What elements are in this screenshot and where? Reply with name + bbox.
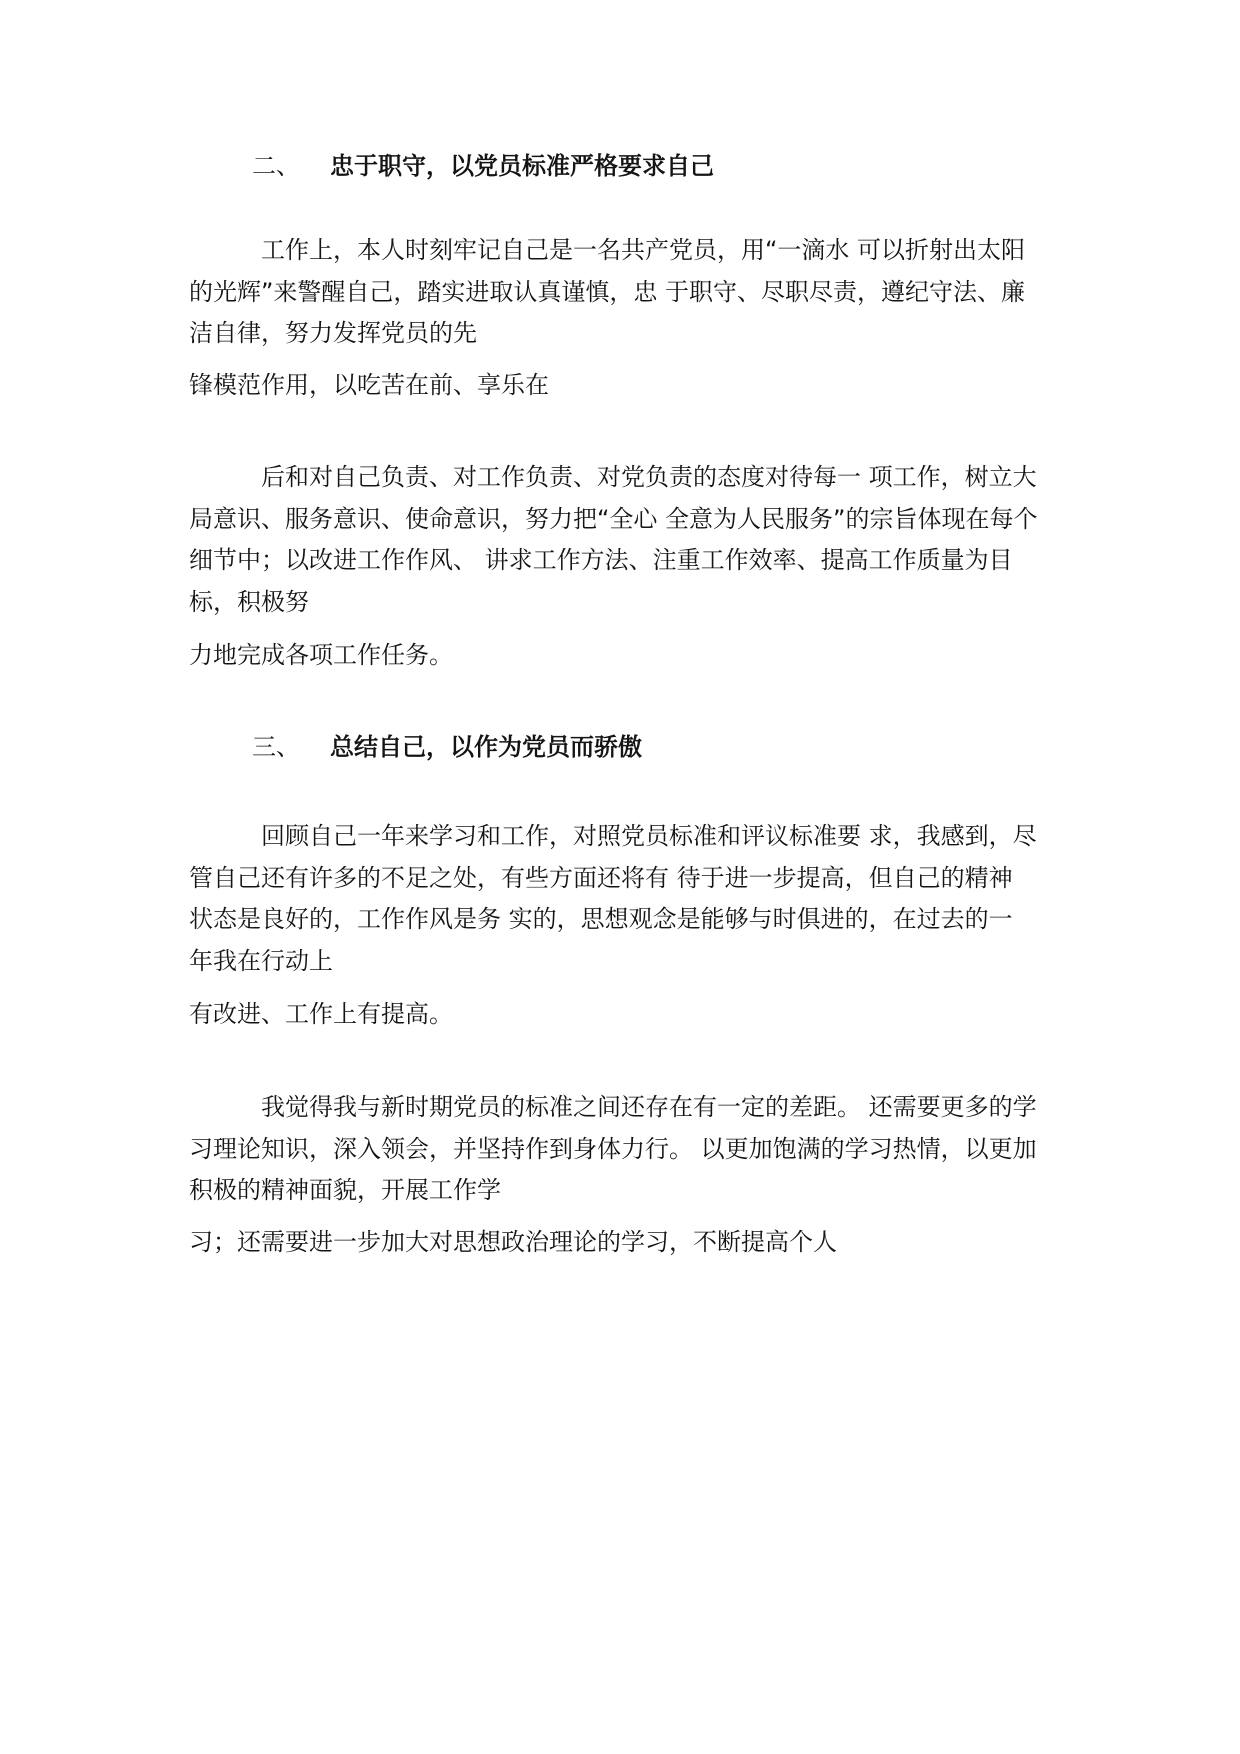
paragraph-gap: 我觉得我与新时期党员的标准之间还存在有一定的差距。 还需要更多的学 习理论知识，深入领会，并坚持作到身体力行。 以更加饱满的学习热情，以更加 积极的精神面貌，开展工作学 — [189, 1093, 1037, 1204]
paragraph-review: 回顾自己一年来学习和工作，对照党员标准和评议标准要 求，我感到，尽 管自己还有许多的不足之处，有些方面还将有 待于进一步提高，但自己的精神 状态是良好的，工作作风是务 实的，思想观念是能够与时俱进的，在过去的一 年我在行动上 — [189, 822, 1037, 975]
section-heading-3 — [252, 727, 642, 767]
section-title: 忠于职守，以党员标准严格要求自己 — [330, 152, 714, 180]
section-number: 三、 — [252, 733, 300, 761]
section-number: 二、 — [252, 152, 300, 180]
paragraph-work-continued: 锋模范作用，以吃苦在前、享乐在 — [189, 371, 549, 399]
paragraph-work: 工作上，本人时刻牢记自己是一名共产党员，用“一滴水 可以折射出太阳 的光辉”来警醒自己，踏实进取认真谨慎，忠 于职守、尽职尽责，遵纪守法、廉 洁自律，努力发挥党员的先 — [189, 236, 1026, 347]
section-title: 总结自己，以作为党员而骄傲 — [330, 733, 642, 761]
section-heading-2 — [252, 146, 714, 186]
paragraph-attitude: 后和对自己负责、对工作负责、对党负责的态度对待每一 项工作，树立大 局意识、服务意识、使命意识，努力把“全心 全意为人民服务”的宗旨体现在每个 细节中；以改进工作作风、 讲求工作方法、注重工作效率、提高工作质量为目 标，积极努 — [189, 463, 1038, 616]
paragraph-gap-continued: 习；还需要进一步加大对思想政治理论的学习，不断提高个人 — [189, 1228, 837, 1256]
paragraph-attitude-continued: 力地完成各项工作任务。 — [189, 641, 453, 669]
paragraph-review-continued: 有改进、工作上有提高。 — [189, 1000, 453, 1028]
